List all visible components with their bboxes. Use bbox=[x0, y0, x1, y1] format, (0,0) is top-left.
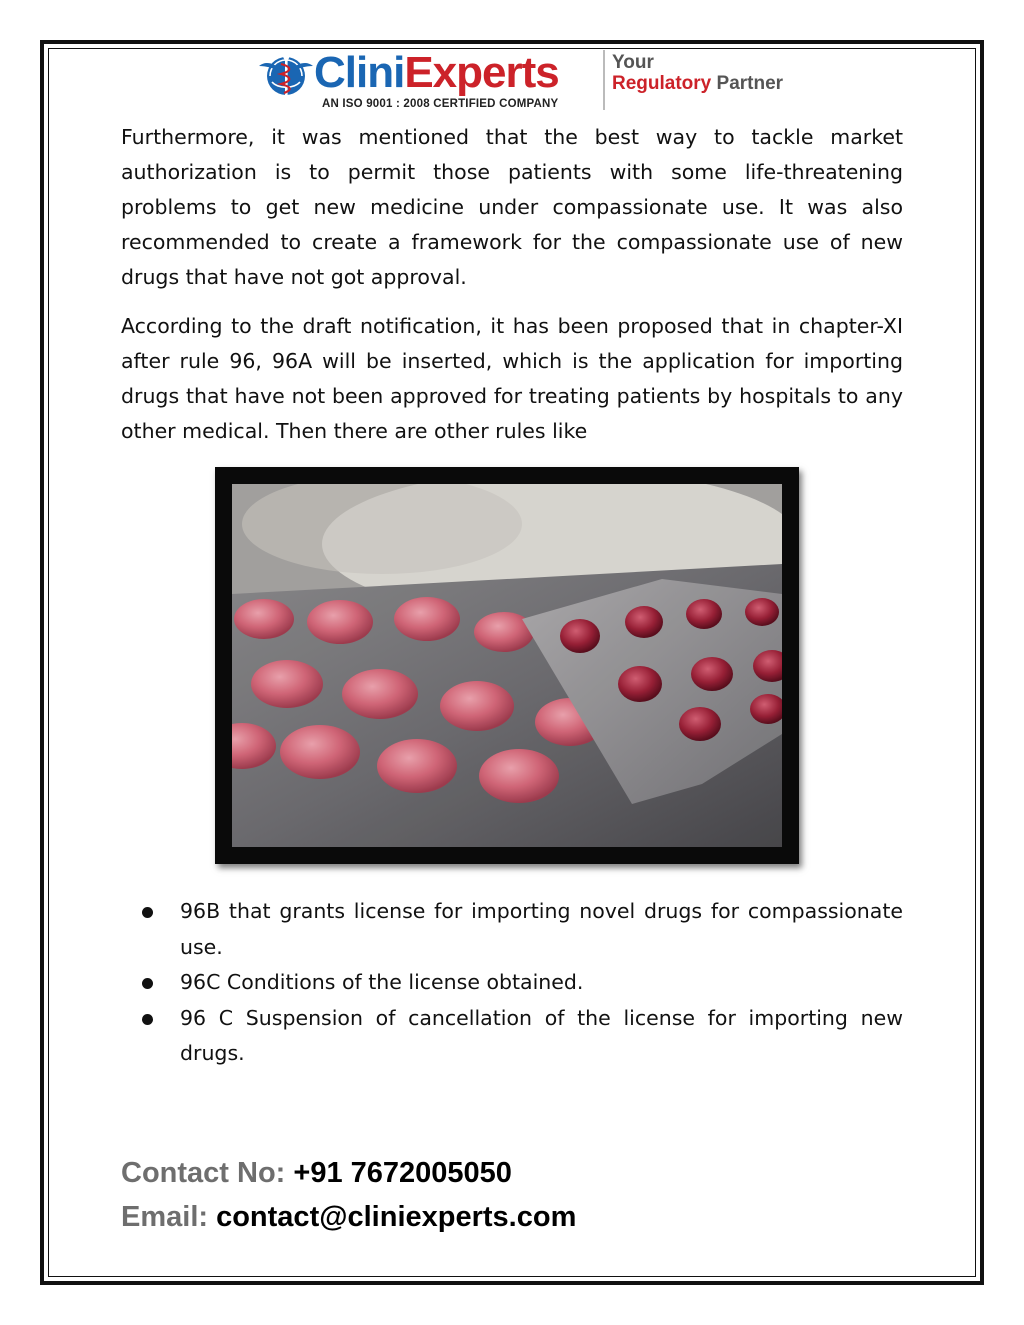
certification-text: AN ISO 9001 : 2008 CERTIFIED COMPANY bbox=[322, 98, 559, 110]
paragraph: Furthermore, it was mentioned that the best way to tackle market authorization is to permit those patients with some life-threatening problems to get new medicine under compassionate use. It was also recommended to create a framework for the compassionate use of new drugs that have not got approval. bbox=[121, 125, 903, 289]
tagline-partner: Partner bbox=[716, 73, 784, 94]
phone-number: +91 7672005050 bbox=[293, 1157, 512, 1189]
tagline-line-2 bbox=[612, 73, 783, 94]
brand-name-second: Experts bbox=[404, 48, 559, 97]
rules-list bbox=[140, 894, 903, 1072]
body-text bbox=[121, 120, 903, 449]
list-item-text: 96B that grants license for importing novel drugs for compassionate use. bbox=[180, 899, 903, 959]
contact-block bbox=[121, 1151, 576, 1239]
list-item-text: 96 C Suspension of cancellation of the license for importing new drugs. bbox=[180, 1005, 903, 1065]
list-item bbox=[140, 965, 903, 1001]
email-label: Email: bbox=[121, 1201, 209, 1233]
pills-photo bbox=[232, 484, 782, 847]
caduceus-globe-icon bbox=[256, 52, 316, 100]
list-item bbox=[140, 1001, 903, 1072]
email-address: contact@cliniexperts.com bbox=[216, 1201, 577, 1233]
list-item bbox=[140, 894, 903, 965]
tagline-regulatory: Regulatory bbox=[612, 73, 712, 94]
header-divider bbox=[603, 50, 605, 110]
tagline-line-1: Your bbox=[612, 52, 654, 73]
pills-photo-illustration bbox=[232, 484, 782, 847]
brand-name-first: Clini bbox=[314, 48, 405, 97]
phone-label: Contact No: bbox=[121, 1157, 286, 1189]
contact-phone bbox=[121, 1151, 576, 1195]
bullet-icon bbox=[142, 1014, 153, 1025]
contact-email bbox=[121, 1195, 576, 1239]
brand-name bbox=[314, 46, 559, 100]
tagline bbox=[612, 52, 783, 94]
header bbox=[256, 48, 784, 116]
bullet-icon bbox=[142, 907, 153, 918]
paragraph: According to the draft notification, it has been proposed that in chapter-XI after rule 96, 96A will be inserted, which is the application for importing drugs that have not been approved for treating patients by hospitals to any other medical. Then there are other rules like bbox=[121, 314, 903, 443]
list-item-text: 96C Conditions of the license obtained. bbox=[180, 970, 584, 994]
bullet-icon bbox=[142, 978, 153, 989]
photo-frame bbox=[215, 467, 799, 864]
